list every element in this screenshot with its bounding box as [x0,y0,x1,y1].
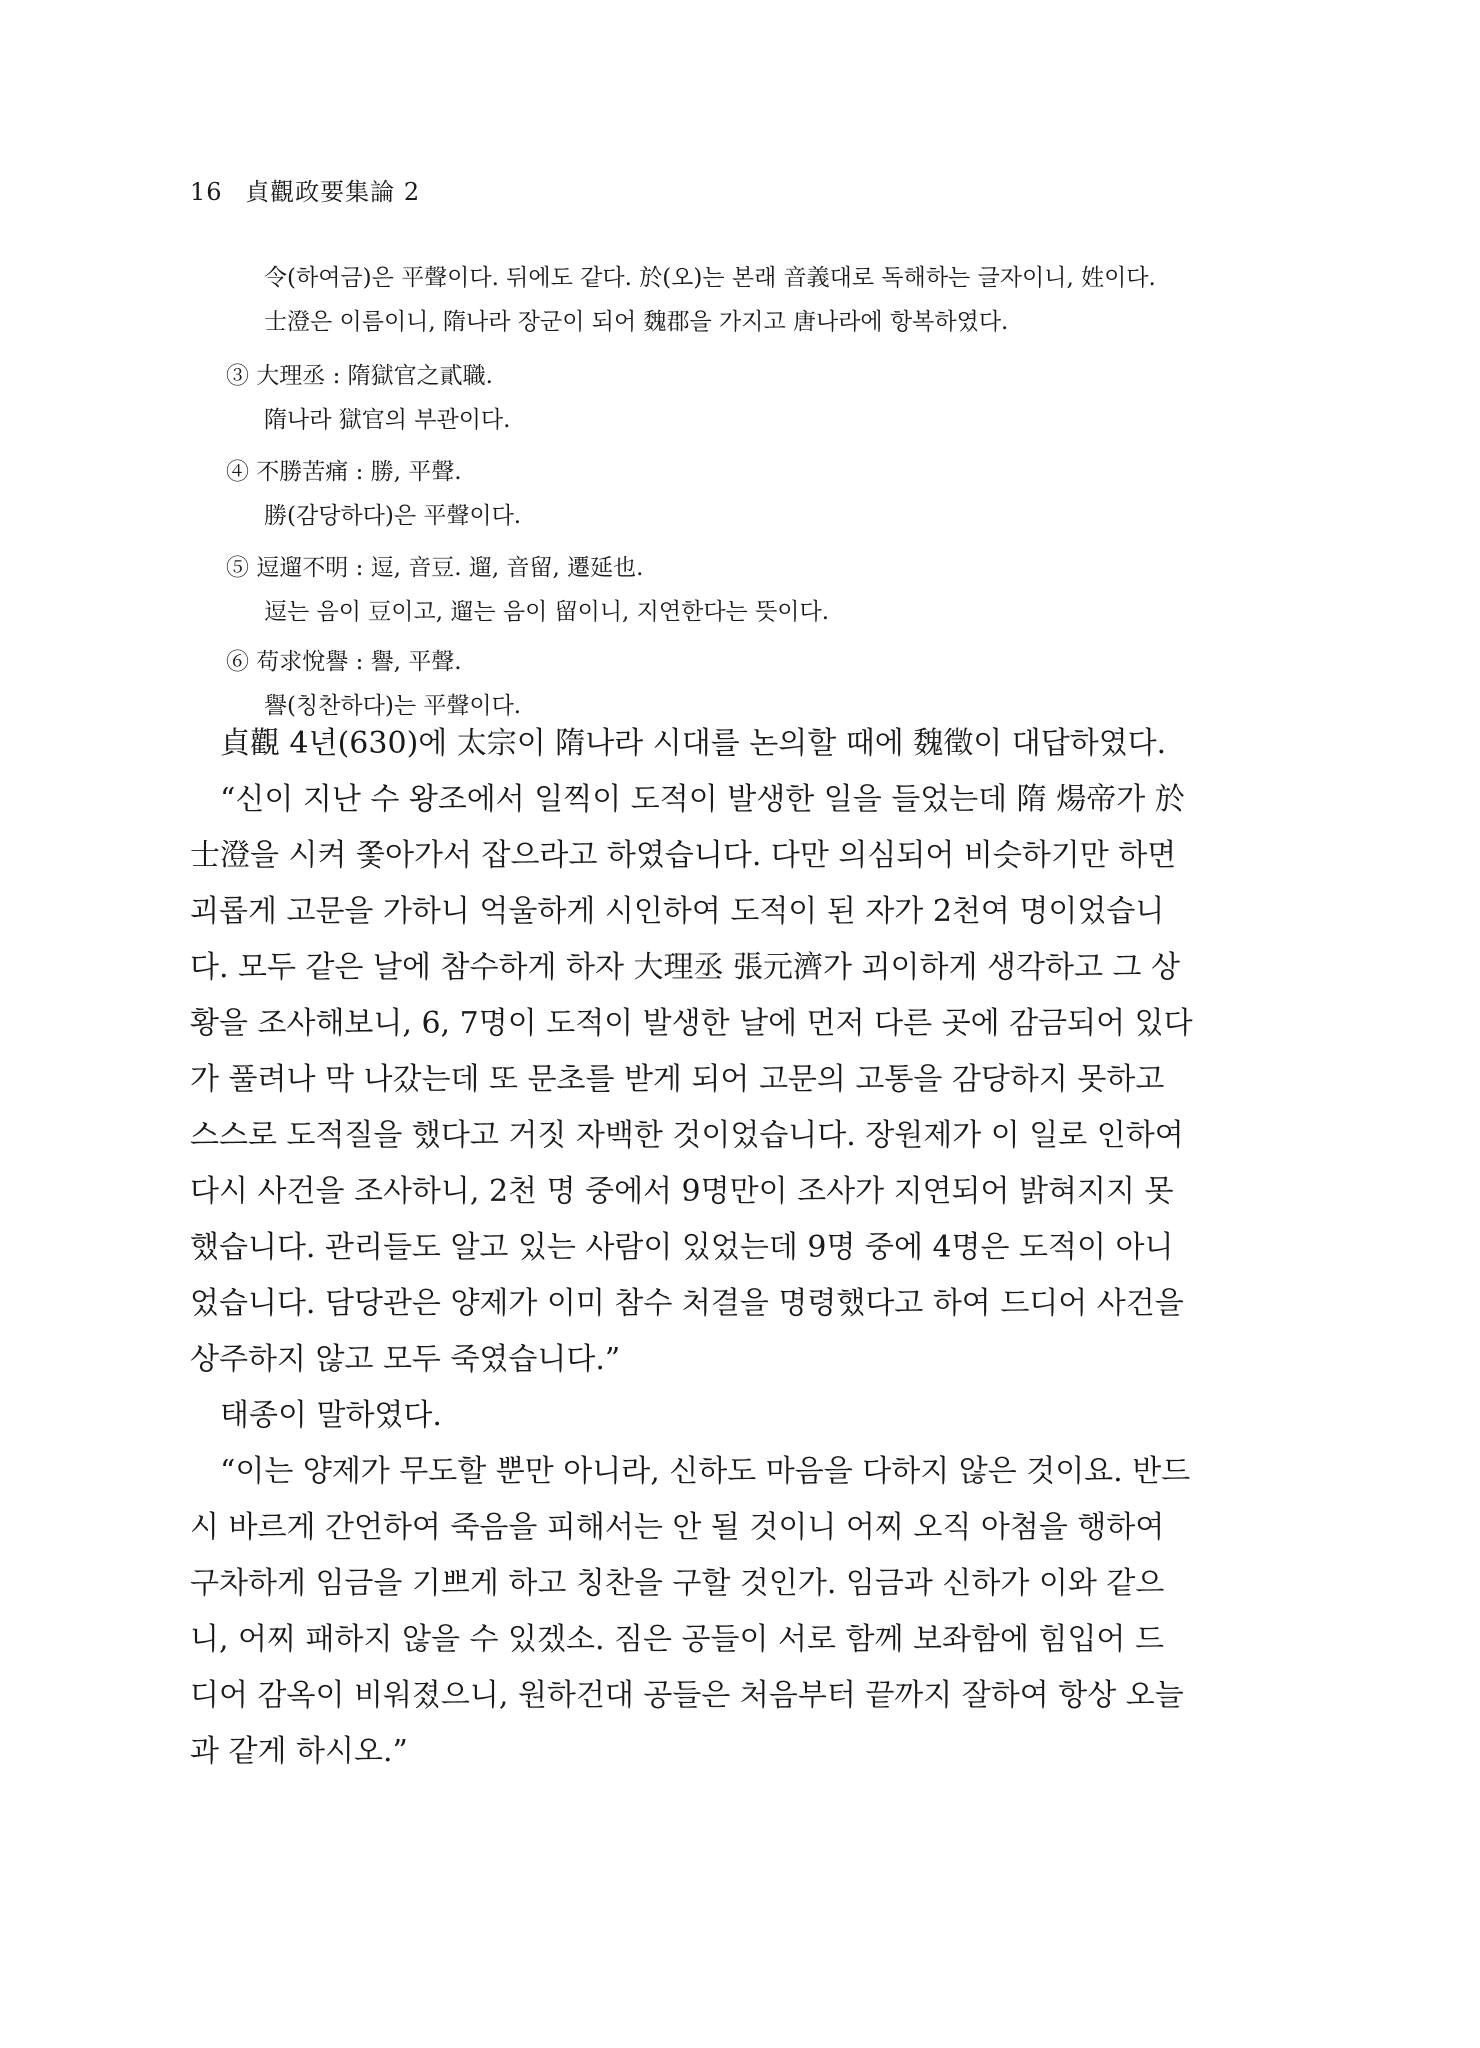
note-heading: ⑥ 苟求悅譽 : 譽, 平聲. [226,649,462,675]
body-line: 다. 모두 같은 날에 참수하게 하자 大理丞 張元濟가 괴이하게 생각하고 그 상 [190,950,1180,985]
body-line: 貞觀 4년(630)에 太宗이 隋나라 시대를 논의할 때에 魏徵이 대답하였다. [220,726,1167,761]
book-title: 貞觀政要集論 2 [245,178,421,206]
body-line: 시 바르게 간언하여 죽음을 피해서는 안 될 것이니 어찌 오직 아첨을 행하여 [190,1510,1165,1545]
body-line: 과 같게 하시오.” [190,1734,408,1769]
body-line: “이는 양제가 무도할 뿐만 아니라, 신하도 마음을 다하지 않은 것이요. 반드 [220,1454,1191,1489]
body-line: 니, 어찌 패하지 않을 수 있겠소. 짐은 공들이 서로 함께 보좌함에 힘입어 드 [190,1622,1164,1657]
note-line: 令(하여금)은 平聲이다. 뒤에도 같다. 於(오)는 본래 音義대로 독해하는 글자이니, 姓이다. [264,265,1156,291]
body-line: 었습니다. 담당관은 양제가 이미 참수 처결을 명령했다고 하여 드디어 사건을 [190,1286,1184,1321]
body-line: 다시 사건을 조사하니, 2천 명 중에서 9명만이 조사가 지연되어 밝혀지지 못 [190,1174,1174,1209]
body-line: 상주하지 않고 모두 죽였습니다.” [190,1342,621,1377]
body-line: 구차하게 임금을 기쁘게 하고 칭찬을 구할 것인가. 임금과 신하가 이와 같으 [190,1566,1165,1601]
note-heading: ④ 不勝苦痛 : 勝, 平聲. [226,459,462,485]
body-line: 士澄을 시켜 쫓아가서 잡으라고 하였습니다. 다만 의심되어 비슷하기만 하면 [190,838,1177,873]
page-number: 16 [190,178,223,206]
note-line: 勝(감당하다)은 平聲이다. [264,503,522,529]
running-header [190,176,420,208]
body-line: 스스로 도적질을 했다고 거짓 자백한 것이었습니다. 장원제가 이 일로 인하여 [190,1118,1184,1153]
body-line: 괴롭게 고문을 가하니 억울하게 시인하여 도적이 된 자가 2천여 명이었습니 [190,894,1165,929]
note-line: 逗는 음이 豆이고, 遛는 음이 留이니, 지연한다는 뜻이다. [264,599,830,625]
body-line: 황을 조사해보니, 6, 7명이 도적이 발생한 날에 먼저 다른 곳에 감금되어 있다 [190,1006,1193,1041]
body-line: 했습니다. 관리들도 알고 있는 사람이 있었는데 9명 중에 4명은 도적이 아니 [190,1230,1174,1265]
note-line: 隋나라 獄官의 부관이다. [264,407,511,433]
body-line: 가 풀려나 막 나갔는데 또 문초를 받게 되어 고문의 고통을 감당하지 못하고 [190,1062,1165,1097]
note-line: 士澄은 이름이니, 隋나라 장군이 되어 魏郡을 가지고 唐나라에 항복하였다. [264,309,1009,335]
body-line: 태종이 말하였다. [220,1398,442,1433]
note-line: 譽(칭찬하다)는 平聲이다. [264,693,522,719]
body-line: 디어 감옥이 비워졌으니, 원하건대 공들은 처음부터 끝까지 잘하여 항상 오늘 [190,1678,1184,1713]
body-line: “신이 지난 수 왕조에서 일찍이 도적이 발생한 일을 들었는데 隋 煬帝가 於 [220,782,1185,817]
note-heading: ⑤ 逗遛不明 : 逗, 音豆. 遛, 音留, 遷延也. [226,555,644,581]
note-heading: ③ 大理丞 : 隋獄官之貳職. [226,363,493,389]
